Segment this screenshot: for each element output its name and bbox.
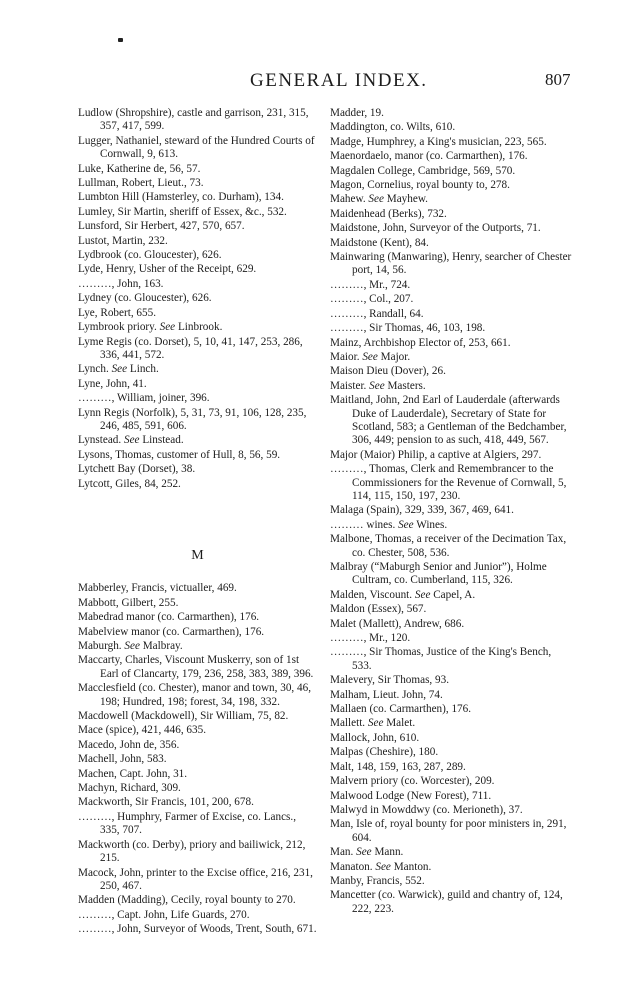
entry-text: Mainwaring (Manwaring), Henry, searcher of Chester port, 14, 56. — [330, 251, 572, 277]
entry-text: Macclesfield (co. Chester), manor and town, 30, 46, 198; Hundred, 198; forest, 34, 198, 332. — [78, 682, 312, 708]
entry-text: Malt, 148, 159, 163, 287, 289. — [330, 760, 466, 773]
index-entry — [78, 363, 318, 376]
index-entry — [330, 365, 573, 378]
entry-text: Mallett. — [330, 717, 366, 730]
index-entry — [330, 632, 573, 645]
see-reference-target: Mann. — [374, 846, 404, 859]
entry-text: Lustot, Martin, 232. — [78, 234, 168, 247]
entry-text: Lunsford, Sir Herbert, 427, 570, 657. — [78, 220, 245, 233]
see-reference-target: Masters. — [387, 379, 426, 392]
index-entry — [78, 392, 318, 405]
index-entry — [330, 136, 573, 149]
entry-text: Lydney (co. Gloucester), 626. — [78, 292, 212, 305]
index-entry — [330, 351, 573, 364]
index-entry — [78, 407, 318, 434]
index-entry — [330, 293, 573, 306]
index-entry — [78, 321, 318, 334]
entry-text: Manaton. — [330, 860, 373, 873]
index-entry — [78, 206, 318, 219]
index-entry — [330, 179, 573, 192]
index-entry — [78, 478, 318, 491]
index-entry — [330, 703, 573, 716]
index-entry — [78, 909, 318, 922]
entry-text: Malham, Lieut. John, 74. — [330, 688, 443, 701]
entry-text: Maenordaelo, manor (co. Carmarthen), 176. — [330, 150, 528, 163]
entry-text: Lumbton Hill (Hamsterley, co. Durham), 134. — [78, 191, 284, 204]
entry-text: ………, Mr., 724. — [330, 278, 411, 291]
see-reference-target: Malet. — [386, 717, 416, 730]
index-entry — [78, 768, 318, 781]
index-entry — [78, 163, 318, 176]
entry-text: Major (Maior) Philip, a captive at Algiers, 297. — [330, 448, 542, 461]
entry-text: Machen, Capt. John, 31. — [78, 767, 188, 780]
entry-text: Lytcott, Giles, 84, 252. — [78, 477, 181, 490]
index-entry — [330, 889, 573, 916]
entry-text: ………, Col., 207. — [330, 293, 414, 306]
see-reference-label: See — [368, 193, 384, 206]
entry-text: Manby, Francis, 552. — [330, 874, 425, 887]
see-reference-label: See — [398, 518, 414, 531]
entry-text: Macdowell (Mackdowell), Sir William, 75, 82. — [78, 710, 289, 723]
index-entry — [78, 463, 318, 476]
entry-text: Maidstone, John, Surveyor of the Outports, 71. — [330, 222, 541, 235]
entry-text: Mackworth, Sir Francis, 101, 200, 678. — [78, 796, 254, 809]
entry-text: Lytchett Bay (Dorset), 38. — [78, 463, 196, 476]
entry-text: Madden (Madding), Cecily, royal bounty to 270. — [78, 894, 296, 907]
page-header — [0, 70, 631, 94]
entry-text: Mancetter (co. Warwick), guild and chantry of, 124, 222, 223. — [330, 889, 563, 915]
entry-text: ………, Mr., 120. — [330, 632, 411, 645]
entry-text: Lynch. — [78, 363, 109, 376]
index-entry — [78, 923, 318, 936]
entry-text: Mace (spice), 421, 446, 635. — [78, 724, 207, 737]
index-entries-right — [330, 107, 573, 916]
index-entry — [78, 191, 318, 204]
see-reference-label: See — [362, 350, 378, 363]
index-entry — [78, 611, 318, 624]
entry-text: Malwood Lodge (New Forest), 711. — [330, 789, 492, 802]
index-entry — [330, 463, 573, 503]
index-entry — [330, 775, 573, 788]
index-entry — [78, 434, 318, 447]
index-entry — [330, 646, 573, 673]
entry-text: Magon, Cornelius, royal bounty to, 278. — [330, 179, 510, 192]
index-entry — [78, 654, 318, 681]
index-entry — [330, 533, 573, 560]
index-entry — [330, 818, 573, 845]
index-entry — [330, 603, 573, 616]
entry-text: Lye, Robert, 655. — [78, 306, 156, 319]
entry-text: Malet (Mallett), Andrew, 686. — [330, 617, 465, 630]
entry-text: ………, John, Surveyor of Woods, Trent, South, 671. — [78, 923, 317, 936]
index-entry — [78, 739, 318, 752]
index-entry — [330, 237, 573, 250]
entry-text: Lysons, Thomas, customer of Hull, 8, 56, 59. — [78, 448, 281, 461]
index-entry — [78, 135, 318, 162]
entry-text: ………, Capt. John, Life Guards, 270. — [78, 908, 250, 921]
entry-text: Mabelview manor (co. Carmarthen), 176. — [78, 625, 265, 638]
entry-text: Maison Dieu (Dover), 26. — [330, 365, 446, 378]
see-reference-label: See — [369, 379, 385, 392]
entry-text: Lugger, Nathaniel, steward of the Hundred Courts of Cornwall, 9, 613. — [78, 134, 315, 161]
entry-text: Mallock, John, 610. — [330, 731, 420, 744]
entry-text: Malbone, Thomas, a receiver of the Decimation Tax, co. Chester, 508, 536. — [330, 533, 567, 559]
entry-text: Lynn Regis (Norfolk), 5, 31, 73, 91, 106, 128, 235, 246, 485, 591, 606. — [78, 406, 307, 432]
index-entry — [78, 753, 318, 766]
entry-text: Malpas (Cheshire), 180. — [330, 746, 439, 759]
index-entry — [78, 177, 318, 190]
entry-text: Lynstead. — [78, 434, 122, 447]
entry-text: Lyne, John, 41. — [78, 377, 147, 390]
entry-text: Maldon (Essex), 567. — [330, 603, 427, 616]
index-entry — [78, 782, 318, 795]
entry-text: Mabbott, Gilbert, 255. — [78, 596, 179, 609]
page-title: GENERAL INDEX. — [250, 70, 428, 91]
index-entry — [330, 846, 573, 859]
entry-text: ………, Thomas, Clerk and Remembrancer to the Commissioners for the Revenue of Cornwall, 5, 114, 115, 150, 197, 230. — [330, 463, 567, 502]
index-entries-m — [78, 582, 318, 936]
entry-text: Maburgh. — [78, 640, 122, 652]
entry-text: Mallaen (co. Carmarthen), 176. — [330, 703, 472, 716]
index-entry — [330, 861, 573, 874]
entry-text: Malbray (“Maburgh Senior and Junior”), Holme Cultram, co. Cumberland, 115, 326. — [330, 561, 547, 587]
index-entry — [330, 761, 573, 774]
entry-text: ………, Sir Thomas, 46, 103, 198. — [330, 322, 486, 335]
see-reference-target: Malbray. — [142, 640, 183, 652]
index-entry — [78, 220, 318, 233]
entry-text: Machell, John, 583. — [78, 753, 167, 766]
see-reference-target: Mayhew. — [386, 193, 428, 206]
index-entry — [330, 589, 573, 602]
entry-text: Macedo, John de, 356. — [78, 738, 180, 751]
entry-text: Machyn, Richard, 309. — [78, 782, 181, 795]
index-entry — [330, 107, 573, 120]
entry-text: ……… wines. — [330, 518, 396, 531]
index-entry — [330, 746, 573, 759]
index-entries-l — [78, 107, 318, 491]
index-entry — [330, 394, 573, 448]
index-entry — [330, 618, 573, 631]
see-reference-target: Manton. — [393, 860, 432, 873]
index-entry — [78, 292, 318, 305]
entry-text: Malaga (Spain), 329, 339, 367, 469, 641. — [330, 504, 514, 517]
index-entry — [330, 150, 573, 163]
page-number: 807 — [545, 70, 571, 89]
index-entry — [330, 519, 573, 532]
entry-text: Mackworth (co. Derby), priory and bailiwick, 212, 215. — [78, 838, 306, 865]
index-entry — [78, 682, 318, 709]
entry-text: Lullman, Robert, Lieut., 73. — [78, 177, 204, 190]
entry-text: Mabedrad manor (co. Carmarthen), 176. — [78, 611, 260, 624]
entry-text: Maior. — [330, 350, 360, 363]
see-reference-label: See — [356, 846, 372, 859]
index-entry — [330, 449, 573, 462]
see-reference-label: See — [414, 588, 431, 601]
index-entry — [330, 717, 573, 730]
entry-text: Malevery, Sir Thomas, 93. — [330, 674, 450, 687]
index-entry — [78, 449, 318, 462]
see-reference-label: See — [124, 640, 140, 652]
entry-text: Mainz, Archbishop Elector of, 253, 661. — [330, 336, 511, 349]
entry-text: Maccarty, Charles, Viscount Muskerry, son of 1st Earl of Clancarty, 179, 236, 258, 383, 389, 396. — [78, 654, 314, 680]
left-column — [78, 107, 318, 938]
index-entry — [78, 867, 318, 894]
see-reference-target: Capel, A. — [433, 588, 476, 601]
index-entry — [78, 263, 318, 276]
entry-text: Lymbrook priory. — [78, 321, 157, 334]
index-entry — [330, 165, 573, 178]
entry-text: Maddington, co. Wilts, 610. — [330, 121, 456, 134]
see-reference-label: See — [123, 434, 140, 447]
entry-text: Madge, Humphrey, a King's musician, 223, 565. — [330, 135, 547, 148]
entry-text: Macock, John, printer to the Excise office, 216, 231, 250, 467. — [78, 866, 313, 892]
index-entry — [78, 640, 318, 653]
index-entry — [330, 121, 573, 134]
see-reference-label: See — [375, 860, 391, 873]
entry-text: Magdalen College, Cambridge, 569, 570. — [330, 164, 516, 177]
entry-text: Maitland, John, 2nd Earl of Lauderdale (afterwards Duke of Lauderdale), Secretary of State for Scotland, 583; a Gentleman of the Bedchamber, 306, 449; pension to as such, 418, 449, 567. — [330, 394, 567, 447]
entry-text: Man, Isle of, royal bounty for poor ministers in, 291, 604. — [330, 818, 567, 844]
entry-text: ………, John, 163. — [78, 277, 164, 290]
index-entry — [78, 378, 318, 391]
index-entry — [330, 504, 573, 517]
index-entry — [78, 249, 318, 262]
index-entry — [330, 308, 573, 321]
index-entry — [78, 626, 318, 639]
index-entry — [78, 582, 318, 595]
see-reference-target: Major. — [380, 350, 411, 363]
index-entry — [78, 811, 318, 838]
see-reference-target: Linbrook. — [177, 321, 223, 334]
index-entry — [330, 222, 573, 235]
index-entry — [330, 732, 573, 745]
index-entry — [330, 561, 573, 588]
entry-text: Maidstone (Kent), 84. — [330, 236, 429, 249]
see-reference-target: Linstead. — [142, 434, 184, 447]
see-reference-label: See — [159, 321, 176, 334]
see-reference-label: See — [367, 717, 384, 730]
entry-text: Malwyd in Mowddwy (co. Merioneth), 37. — [330, 803, 523, 816]
entry-text: Maidenhead (Berks), 732. — [330, 207, 447, 220]
index-entry — [78, 235, 318, 248]
entry-text: Lyme Regis (co. Dorset), 5, 10, 41, 147, 253, 286, 336, 441, 572. — [78, 335, 303, 361]
index-entry — [330, 804, 573, 817]
entry-text: Malden, Viscount. — [330, 588, 413, 601]
entry-text: Ludlow (Shropshire), castle and garrison, 231, 315, 357, 417, 599. — [78, 107, 309, 133]
index-entry — [330, 689, 573, 702]
entry-text: Madder, 19. — [330, 107, 384, 119]
index-entry — [78, 107, 318, 134]
index-entry — [330, 790, 573, 803]
index-entry — [78, 307, 318, 320]
index-entry — [330, 322, 573, 335]
index-entry — [78, 336, 318, 363]
entry-text: ………, Sir Thomas, Justice of the King's Bench, 533. — [330, 646, 552, 672]
see-reference-target: Linch. — [129, 363, 159, 376]
index-entry — [78, 839, 318, 866]
index-entry — [330, 380, 573, 393]
index-entry — [78, 724, 318, 737]
entry-text: ………, Humphry, Farmer of Excise, co. Lancs., 335, 707. — [78, 810, 296, 837]
entry-text: Lyde, Henry, Usher of the Receipt, 629. — [78, 263, 257, 276]
index-entry — [330, 193, 573, 206]
index-entry — [78, 894, 318, 907]
entry-text: Maister. — [330, 379, 367, 392]
entry-text: Mabberley, Francis, victualler, 469. — [78, 582, 237, 595]
see-reference-target: Wines. — [416, 518, 448, 531]
entry-text: Mahew. — [330, 193, 366, 206]
entry-text: Man. — [330, 846, 354, 859]
index-entry — [78, 278, 318, 291]
index-entry — [330, 875, 573, 888]
index-entry — [330, 674, 573, 687]
index-entry — [78, 710, 318, 723]
index-entry — [78, 597, 318, 610]
ink-mark — [118, 38, 123, 42]
entry-text: Lydbrook (co. Gloucester), 626. — [78, 249, 222, 262]
entry-text: Lumley, Sir Martin, sheriff of Essex, &c., 532. — [78, 205, 287, 218]
index-entry — [330, 337, 573, 350]
entry-text: Luke, Katherine de, 56, 57. — [78, 162, 201, 175]
entry-text: Malvern priory (co. Worcester), 209. — [330, 775, 495, 788]
entry-text: ………, William, joiner, 396. — [78, 392, 210, 405]
see-reference-label: See — [111, 363, 128, 376]
index-entry — [330, 251, 573, 278]
entry-text: ………, Randall, 64. — [330, 307, 424, 320]
section-letter: M — [191, 547, 205, 563]
index-entry — [78, 796, 318, 809]
index-entry — [330, 208, 573, 221]
right-column — [330, 107, 573, 917]
index-entry — [330, 279, 573, 292]
